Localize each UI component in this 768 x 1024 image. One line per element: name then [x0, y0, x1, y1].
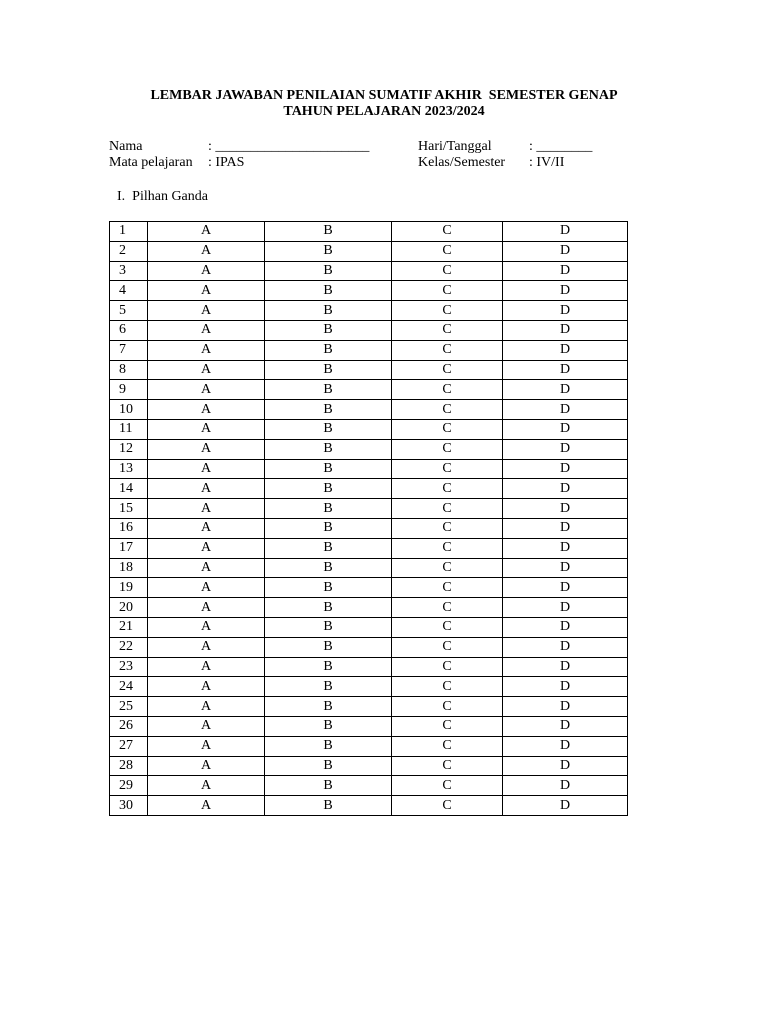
answer-row [110, 637, 628, 657]
answer-row [110, 499, 628, 519]
question-number: 21 [110, 617, 148, 637]
option-c: C [392, 677, 503, 697]
option-d: D [503, 320, 628, 340]
question-number: 8 [110, 360, 148, 380]
option-b: B [265, 479, 392, 499]
answer-row [110, 439, 628, 459]
option-b: B [265, 459, 392, 479]
option-a: A [148, 320, 265, 340]
answer-row [110, 261, 628, 281]
question-number: 22 [110, 637, 148, 657]
document-title-line-2: TAHUN PELAJARAN 2023/2024 [283, 104, 485, 119]
option-b: B [265, 380, 392, 400]
answer-row [110, 558, 628, 578]
option-c: C [392, 360, 503, 380]
option-c: C [392, 261, 503, 281]
option-b: B [265, 756, 392, 776]
option-c: C [392, 459, 503, 479]
kelas-semester-label: Kelas/Semester [418, 155, 506, 170]
answer-row [110, 241, 628, 261]
option-b: B [265, 439, 392, 459]
option-c: C [392, 222, 503, 242]
option-c: C [392, 340, 503, 360]
question-number: 26 [110, 716, 148, 736]
option-d: D [503, 796, 628, 816]
question-number: 7 [110, 340, 148, 360]
option-b: B [265, 281, 392, 301]
option-b: B [265, 716, 392, 736]
option-a: A [148, 380, 265, 400]
option-b: B [265, 657, 392, 677]
question-number: 29 [110, 776, 148, 796]
question-number: 3 [110, 261, 148, 281]
option-c: C [392, 657, 503, 677]
option-b: B [265, 241, 392, 261]
option-c: C [392, 439, 503, 459]
hari-tanggal-row [418, 139, 592, 155]
question-number: 30 [110, 796, 148, 816]
question-number: 11 [110, 419, 148, 439]
answer-row [110, 756, 628, 776]
option-d: D [503, 301, 628, 321]
option-c: C [392, 538, 503, 558]
option-c: C [392, 400, 503, 420]
option-c: C [392, 518, 503, 538]
option-b: B [265, 360, 392, 380]
option-a: A [148, 241, 265, 261]
option-d: D [503, 261, 628, 281]
question-number: 1 [110, 222, 148, 242]
question-number: 25 [110, 697, 148, 717]
option-a: A [148, 479, 265, 499]
kelas-semester-row [418, 155, 564, 171]
option-a: A [148, 301, 265, 321]
option-b: B [265, 340, 392, 360]
option-c: C [392, 301, 503, 321]
nama-value: : ______________________ [208, 139, 370, 154]
option-d: D [503, 241, 628, 261]
option-c: C [392, 736, 503, 756]
option-a: A [148, 340, 265, 360]
answer-row [110, 360, 628, 380]
answer-table [109, 221, 628, 816]
option-a: A [148, 756, 265, 776]
answer-row [110, 796, 628, 816]
mata-pelajaran-row [109, 155, 244, 171]
option-d: D [503, 657, 628, 677]
answer-row [110, 518, 628, 538]
hari-tanggal-label: Hari/Tanggal [418, 139, 492, 154]
option-a: A [148, 598, 265, 618]
question-number: 13 [110, 459, 148, 479]
question-number: 27 [110, 736, 148, 756]
option-b: B [265, 598, 392, 618]
option-d: D [503, 419, 628, 439]
option-c: C [392, 380, 503, 400]
option-d: D [503, 617, 628, 637]
option-b: B [265, 697, 392, 717]
answer-row [110, 340, 628, 360]
question-number: 15 [110, 499, 148, 519]
nama-row [109, 139, 369, 155]
option-b: B [265, 261, 392, 281]
nama-label: Nama [109, 139, 143, 154]
option-c: C [392, 776, 503, 796]
option-a: A [148, 697, 265, 717]
option-d: D [503, 677, 628, 697]
option-b: B [265, 538, 392, 558]
answer-row [110, 578, 628, 598]
answer-row [110, 419, 628, 439]
option-d: D [503, 439, 628, 459]
question-number: 6 [110, 320, 148, 340]
question-number: 20 [110, 598, 148, 618]
answer-row [110, 657, 628, 677]
question-number: 2 [110, 241, 148, 261]
question-number: 17 [110, 538, 148, 558]
answer-row [110, 617, 628, 637]
option-d: D [503, 222, 628, 242]
option-b: B [265, 320, 392, 340]
question-number: 16 [110, 518, 148, 538]
option-d: D [503, 756, 628, 776]
option-b: B [265, 518, 392, 538]
answer-row [110, 301, 628, 321]
question-number: 14 [110, 479, 148, 499]
option-c: C [392, 637, 503, 657]
option-c: C [392, 320, 503, 340]
option-c: C [392, 479, 503, 499]
option-a: A [148, 617, 265, 637]
option-a: A [148, 716, 265, 736]
option-a: A [148, 558, 265, 578]
option-b: B [265, 637, 392, 657]
option-a: A [148, 796, 265, 816]
option-d: D [503, 380, 628, 400]
option-b: B [265, 301, 392, 321]
option-d: D [503, 499, 628, 519]
question-number: 23 [110, 657, 148, 677]
option-a: A [148, 538, 265, 558]
option-a: A [148, 360, 265, 380]
option-d: D [503, 360, 628, 380]
option-c: C [392, 756, 503, 776]
option-d: D [503, 558, 628, 578]
option-b: B [265, 578, 392, 598]
question-number: 4 [110, 281, 148, 301]
option-b: B [265, 558, 392, 578]
option-d: D [503, 459, 628, 479]
answer-row [110, 697, 628, 717]
option-d: D [503, 400, 628, 420]
option-c: C [392, 617, 503, 637]
option-a: A [148, 281, 265, 301]
hari-tanggal-value: : ________ [529, 139, 593, 154]
question-number: 18 [110, 558, 148, 578]
option-d: D [503, 518, 628, 538]
option-d: D [503, 578, 628, 598]
option-c: C [392, 558, 503, 578]
option-c: C [392, 578, 503, 598]
option-c: C [392, 716, 503, 736]
answer-row [110, 479, 628, 499]
answer-row [110, 598, 628, 618]
answer-row [110, 716, 628, 736]
option-b: B [265, 499, 392, 519]
option-d: D [503, 637, 628, 657]
option-d: D [503, 736, 628, 756]
option-a: A [148, 677, 265, 697]
option-a: A [148, 657, 265, 677]
option-c: C [392, 697, 503, 717]
answer-row [110, 320, 628, 340]
option-d: D [503, 776, 628, 796]
option-a: A [148, 439, 265, 459]
option-d: D [503, 598, 628, 618]
option-a: A [148, 459, 265, 479]
option-a: A [148, 637, 265, 657]
option-c: C [392, 796, 503, 816]
answer-row [110, 776, 628, 796]
option-d: D [503, 340, 628, 360]
answer-row [110, 538, 628, 558]
answer-row [110, 736, 628, 756]
option-b: B [265, 419, 392, 439]
option-c: C [392, 419, 503, 439]
option-d: D [503, 479, 628, 499]
answer-row [110, 281, 628, 301]
question-number: 19 [110, 578, 148, 598]
option-a: A [148, 222, 265, 242]
document-title-line-1: LEMBAR JAWABAN PENILAIAN SUMATIF AKHIR SEMESTER GENAP [150, 88, 618, 103]
option-a: A [148, 776, 265, 796]
option-a: A [148, 578, 265, 598]
option-d: D [503, 697, 628, 717]
answer-row [110, 677, 628, 697]
option-b: B [265, 736, 392, 756]
option-b: B [265, 677, 392, 697]
option-b: B [265, 796, 392, 816]
question-number: 28 [110, 756, 148, 776]
option-c: C [392, 241, 503, 261]
question-number: 9 [110, 380, 148, 400]
option-c: C [392, 598, 503, 618]
option-d: D [503, 538, 628, 558]
question-number: 24 [110, 677, 148, 697]
answer-row [110, 400, 628, 420]
option-a: A [148, 736, 265, 756]
option-a: A [148, 419, 265, 439]
option-a: A [148, 518, 265, 538]
kelas-semester-value: : IV/II [529, 155, 565, 170]
option-d: D [503, 281, 628, 301]
question-number: 5 [110, 301, 148, 321]
option-d: D [503, 716, 628, 736]
answer-row [110, 380, 628, 400]
option-a: A [148, 261, 265, 281]
option-c: C [392, 281, 503, 301]
answer-row [110, 459, 628, 479]
question-number: 10 [110, 400, 148, 420]
option-a: A [148, 499, 265, 519]
option-b: B [265, 776, 392, 796]
mata-pelajaran-value: : IPAS [208, 155, 245, 170]
option-c: C [392, 499, 503, 519]
option-b: B [265, 400, 392, 420]
answer-table-body [110, 222, 628, 816]
question-number: 12 [110, 439, 148, 459]
option-b: B [265, 222, 392, 242]
mata-pelajaran-label: Mata pelajaran [109, 155, 193, 170]
option-b: B [265, 617, 392, 637]
section-title: I. Pilhan Ganda [117, 189, 208, 204]
answer-row [110, 222, 628, 242]
option-a: A [148, 400, 265, 420]
